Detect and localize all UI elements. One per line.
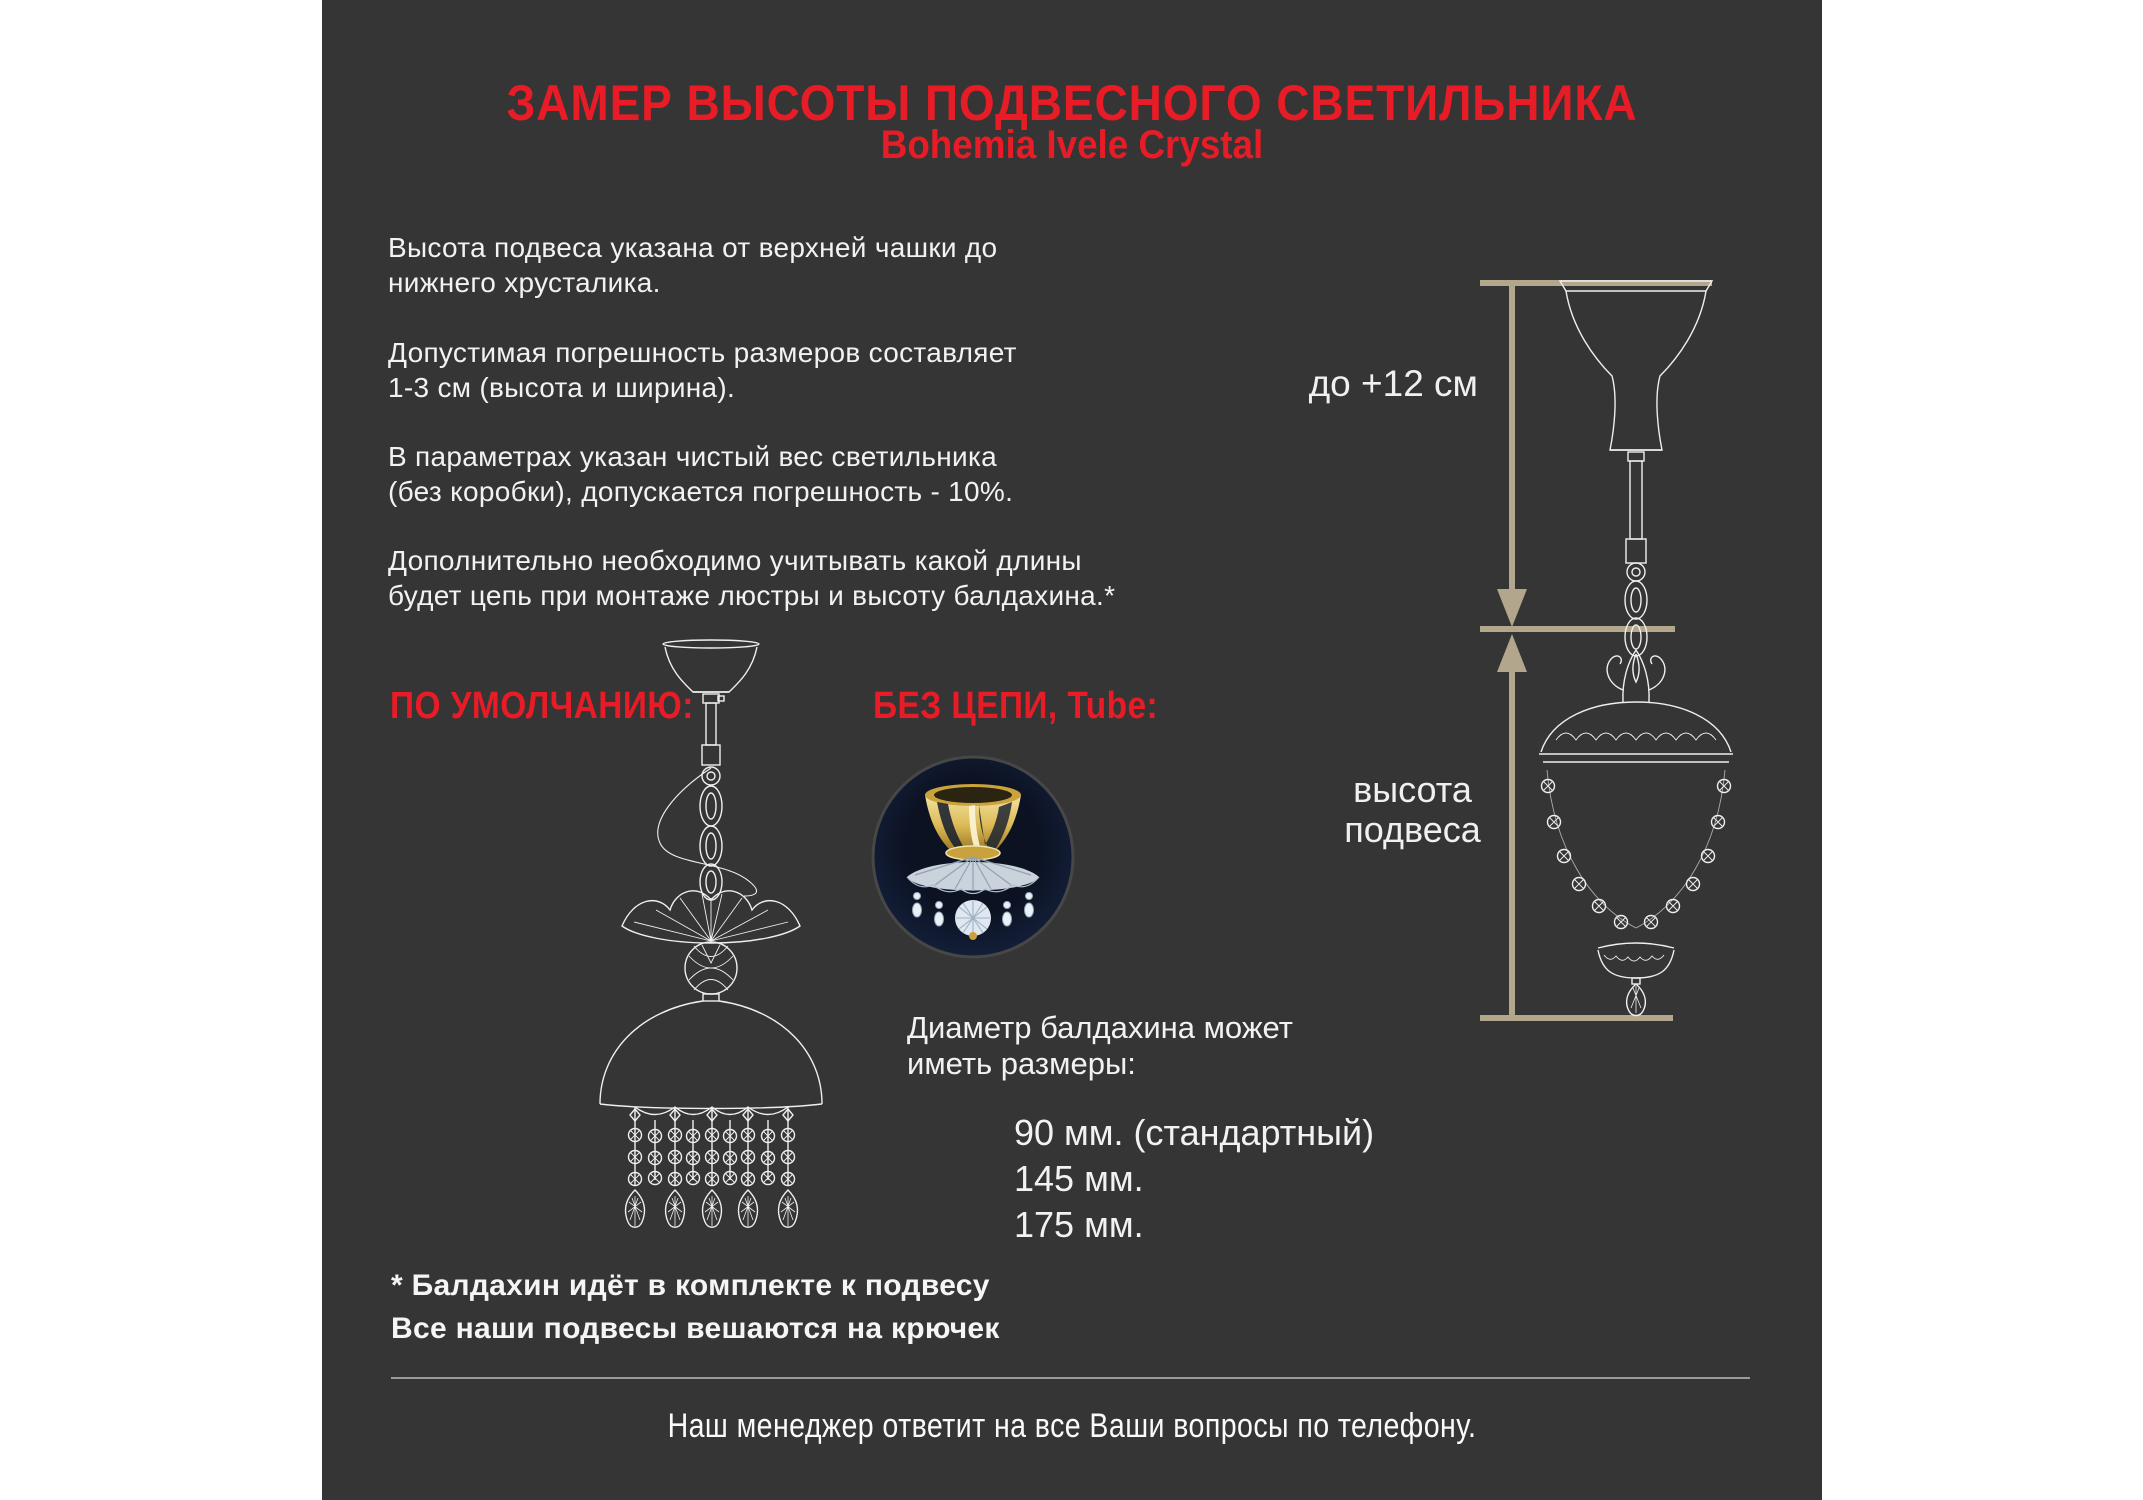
dimension-chain-allowance: до +12 см (1308, 363, 1478, 404)
intro-paragraph-3 (388, 439, 1013, 509)
crystal-strands (626, 1107, 798, 1227)
crystal-bead-chains (1542, 780, 1731, 929)
default-pendant-line-drawing (590, 630, 830, 1245)
footnote-line: * Балдахин идёт в комплекте к подвесу (391, 1269, 990, 1302)
heading-line: Диаметр балдахина может (907, 1010, 1293, 1045)
canopy-photo (871, 755, 1075, 959)
bobeche-and-ball (622, 891, 800, 1001)
diameter-heading (907, 1010, 1293, 1082)
paragraph-line: Высота подвеса указана от верхней чашки до (388, 232, 998, 263)
label-no-chain: БЕЗ ЦЕПИ, Tube: (873, 685, 1159, 727)
paragraph-line: Дополнительно необходимо учитывать какой длины (388, 545, 1082, 576)
footnote (391, 1264, 1000, 1350)
arrow-down-icon (1497, 589, 1527, 627)
paragraph-line: Допустимая погрешность размеров составляет (388, 337, 1017, 368)
size-item: 90 мм. (стандартный) (1014, 1112, 1375, 1153)
heading-line: иметь размеры: (907, 1046, 1136, 1081)
paragraph-line: В параметрах указан чистый вес светильника (388, 441, 997, 472)
paragraph-line: (без коробки), допускается погрешность - 10%. (388, 476, 1014, 507)
chain-pendant-drawing (1539, 281, 1733, 928)
page-title: ЗАМЕР ВЫСОТЫ ПОДВЕСНОГО СВЕТИЛЬНИКА (506, 75, 1638, 131)
diameter-size-list (1014, 1110, 1374, 1248)
paragraph-line: будет цепь при монтаже люстры и высоту балдахина.* (388, 580, 1116, 611)
size-item: 145 мм. (1014, 1158, 1144, 1199)
dimension-line: подвеса (1344, 809, 1481, 850)
height-measurement-diagram (1440, 270, 1822, 1030)
footnote-line: Все наши подвесы вешаются на крючек (391, 1312, 1000, 1345)
label-default: ПО УМОЛЧАНИЮ: (390, 685, 694, 727)
paragraph-line: нижнего хрусталика. (388, 267, 661, 298)
divider-line (391, 1377, 1750, 1379)
arrow-up-icon (1497, 634, 1527, 672)
dome-shade (600, 1001, 822, 1115)
brand-subtitle: Bohemia Ivele Crystal (880, 123, 1264, 167)
intro-paragraph-2 (388, 335, 1017, 405)
size-item: 175 мм. (1014, 1204, 1144, 1245)
dimension-line-bottom (1480, 1015, 1673, 1021)
intro-paragraph-4 (388, 543, 1115, 613)
canopy-and-chain (658, 640, 759, 900)
bottom-bowl-and-finial (1598, 943, 1674, 1016)
intro-paragraph-1 (388, 230, 997, 300)
footer-message: Наш менеджер ответит на все Ваши вопросы по телефону. (667, 1407, 1477, 1445)
dimension-line: высота (1353, 769, 1472, 810)
paragraph-line: 1-3 см (высота и ширина). (388, 372, 736, 403)
